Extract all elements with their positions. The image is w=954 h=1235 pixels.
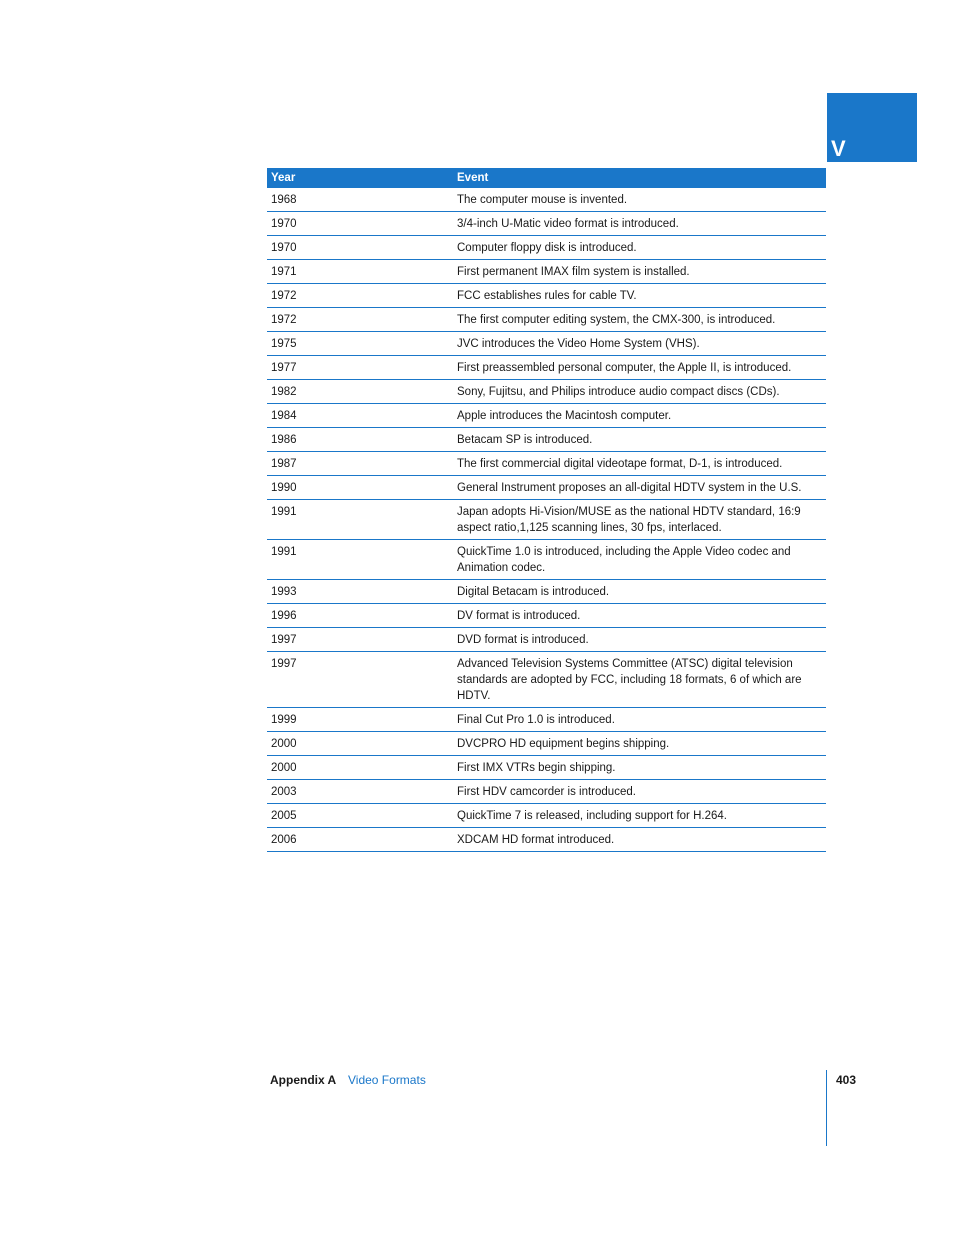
event-cell: XDCAM HD format introduced. — [453, 828, 826, 852]
year-cell: 2000 — [267, 756, 453, 780]
table-row — [267, 188, 826, 212]
event-cell: QuickTime 7 is released, including support for H.264. — [453, 804, 826, 828]
event-cell: 3/4-inch U-Matic video format is introduced. — [453, 212, 826, 236]
event-cell: First permanent IMAX film system is installed. — [453, 260, 826, 284]
year-cell: 1990 — [267, 476, 453, 500]
table-row — [267, 580, 826, 604]
table-row — [267, 428, 826, 452]
event-cell: JVC introduces the Video Home System (VHS). — [453, 332, 826, 356]
year-cell: 1972 — [267, 308, 453, 332]
event-cell: Japan adopts Hi-Vision/MUSE as the national HDTV standard, 16:9 aspect ratio,1,125 scanning lines, 30 fps, interlaced. — [453, 500, 826, 540]
table-row — [267, 308, 826, 332]
event-cell: FCC establishes rules for cable TV. — [453, 284, 826, 308]
table-row — [267, 476, 826, 500]
table-row — [267, 732, 826, 756]
year-cell: 1971 — [267, 260, 453, 284]
year-cell: 1977 — [267, 356, 453, 380]
year-cell: 1972 — [267, 284, 453, 308]
year-cell: 1997 — [267, 628, 453, 652]
table-row — [267, 332, 826, 356]
event-column-header: Event — [453, 168, 826, 188]
event-cell: Apple introduces the Macintosh computer. — [453, 404, 826, 428]
table-row — [267, 708, 826, 732]
table-row — [267, 356, 826, 380]
footer-divider — [826, 1070, 827, 1146]
table-row — [267, 284, 826, 308]
table-row — [267, 500, 826, 540]
table-row — [267, 780, 826, 804]
table-row — [267, 604, 826, 628]
year-cell: 2006 — [267, 828, 453, 852]
table-row — [267, 380, 826, 404]
event-cell: First HDV camcorder is introduced. — [453, 780, 826, 804]
event-cell: Final Cut Pro 1.0 is introduced. — [453, 708, 826, 732]
year-cell: 2005 — [267, 804, 453, 828]
chapter-tab-letter: V — [831, 136, 846, 161]
table-row — [267, 628, 826, 652]
event-cell: First IMX VTRs begin shipping. — [453, 756, 826, 780]
event-cell: DVCPRO HD equipment begins shipping. — [453, 732, 826, 756]
year-cell: 1982 — [267, 380, 453, 404]
table-header-row — [267, 168, 826, 188]
table-row — [267, 652, 826, 708]
year-cell: 1993 — [267, 580, 453, 604]
table-row — [267, 404, 826, 428]
year-cell: 1999 — [267, 708, 453, 732]
year-cell: 1997 — [267, 652, 453, 708]
year-cell: 1984 — [267, 404, 453, 428]
event-cell: Sony, Fujitsu, and Philips introduce audio compact discs (CDs). — [453, 380, 826, 404]
table-row — [267, 540, 826, 580]
table-row — [267, 804, 826, 828]
table-row — [267, 212, 826, 236]
event-cell: Betacam SP is introduced. — [453, 428, 826, 452]
event-cell: DV format is introduced. — [453, 604, 826, 628]
table-row — [267, 452, 826, 476]
chapter-tab — [827, 93, 917, 162]
year-column-header: Year — [267, 168, 453, 188]
event-cell: Digital Betacam is introduced. — [453, 580, 826, 604]
table-row — [267, 236, 826, 260]
video-history-table — [267, 168, 826, 852]
event-cell: General Instrument proposes an all-digital HDTV system in the U.S. — [453, 476, 826, 500]
year-cell: 1991 — [267, 500, 453, 540]
year-cell: 1987 — [267, 452, 453, 476]
event-cell: The first computer editing system, the CMX-300, is introduced. — [453, 308, 826, 332]
year-cell: 1975 — [267, 332, 453, 356]
event-cell: First preassembled personal computer, the Apple II, is introduced. — [453, 356, 826, 380]
table-row — [267, 260, 826, 284]
event-cell: DVD format is introduced. — [453, 628, 826, 652]
page-number: 403 — [836, 1073, 857, 1087]
year-cell: 1968 — [267, 188, 453, 212]
event-cell: The computer mouse is invented. — [453, 188, 826, 212]
year-cell: 1970 — [267, 236, 453, 260]
year-cell: 1996 — [267, 604, 453, 628]
table-row — [267, 828, 826, 852]
year-cell: 2003 — [267, 780, 453, 804]
year-cell: 2000 — [267, 732, 453, 756]
appendix-label: Appendix A — [270, 1073, 337, 1087]
year-cell: 1986 — [267, 428, 453, 452]
appendix-title-link[interactable]: Video Formats — [348, 1073, 426, 1087]
event-cell: The first commercial digital videotape format, D-1, is introduced. — [453, 452, 826, 476]
event-cell: Computer floppy disk is introduced. — [453, 236, 826, 260]
year-cell: 1991 — [267, 540, 453, 580]
event-cell: Advanced Television Systems Committee (ATSC) digital television standards are adopted by FCC, including 18 formats, 6 of which are HDTV. — [453, 652, 826, 708]
year-cell: 1970 — [267, 212, 453, 236]
table-row — [267, 756, 826, 780]
event-cell: QuickTime 1.0 is introduced, including the Apple Video codec and Animation codec. — [453, 540, 826, 580]
